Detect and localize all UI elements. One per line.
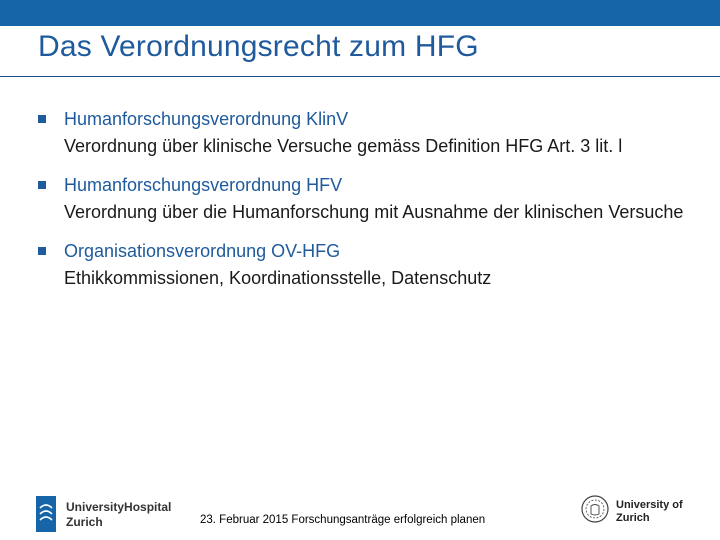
hospital-name-line2: Zurich (66, 515, 103, 529)
bullet-body: Verordnung über die Humanforschung mit Ausnahme der klinischen Versuche (64, 201, 684, 222)
bullet-body: Ethikkommissionen, Koordinationsstelle, Datenschutz (64, 267, 492, 288)
university-of-zurich-logo (580, 494, 690, 528)
university-name (616, 499, 683, 525)
footer-caption: 23. Februar 2015 Forschungsanträge erfolgreich planen (200, 514, 486, 526)
square-bullet-icon (38, 247, 46, 255)
university-seal-icon (580, 494, 610, 524)
bullet-item-hfv (38, 172, 698, 225)
university-name-line2: Zurich (616, 512, 650, 524)
bullet-list (38, 106, 698, 304)
bullet-item-ov-hfg (38, 238, 698, 291)
title-divider (0, 76, 720, 77)
slide-title: Das Verordnungsrecht zum HFG (38, 30, 479, 63)
top-bar (0, 0, 720, 26)
university-name-line1: University of (616, 499, 683, 511)
bullet-heading: Humanforschungsverordnung HFV (64, 175, 343, 195)
bullet-heading: Organisationsverordnung OV-HFG (64, 241, 341, 261)
hospital-name-line1: UniversityHospital (66, 500, 172, 514)
university-hospital-logo (36, 496, 176, 532)
hospital-name (66, 500, 171, 530)
square-bullet-icon (38, 115, 46, 123)
bullet-body: Verordnung über klinische Versuche gemäss Definition HFG Art. 3 lit. l (64, 135, 623, 156)
square-bullet-icon (38, 181, 46, 189)
hospital-mark-icon (36, 496, 56, 532)
bullet-heading: Humanforschungsverordnung KlinV (64, 109, 349, 129)
bullet-item-klinv (38, 106, 698, 159)
